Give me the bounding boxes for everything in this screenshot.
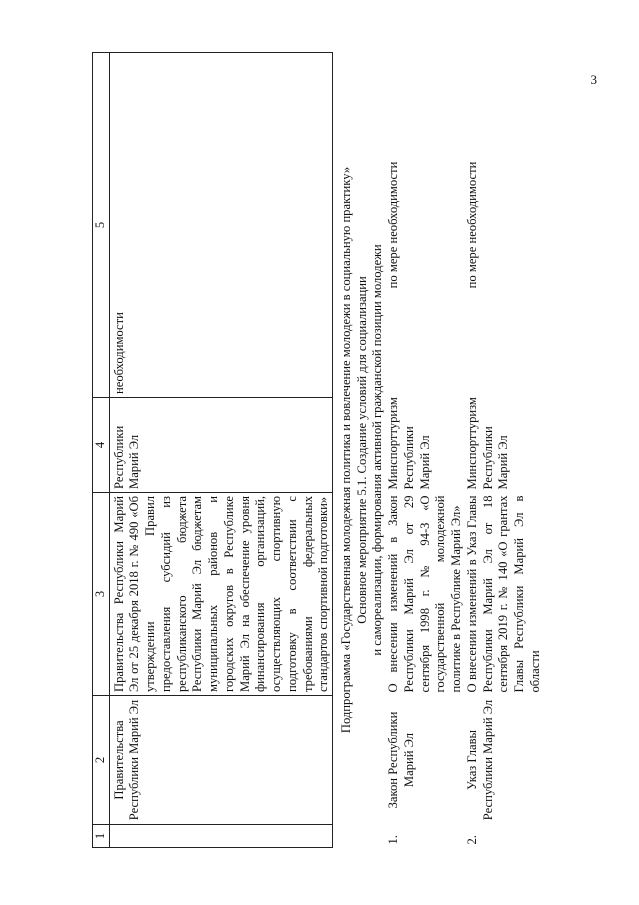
act-content: О внесении изменений в Указ Главы Республики Марий Эл от 18 сентября 2019 г. № 140 «О грантах Главы Республики Марий Эл в области xyxy=(464,495,542,693)
responsible-executor: Минспорттуризм Республики Марий Эл xyxy=(386,397,432,490)
column-header-2: 2 xyxy=(93,696,110,825)
adoption-term: необходимости xyxy=(109,53,332,398)
act-type: Указ Главы Республики Марий Эл xyxy=(464,699,495,821)
event-title-line-1: Основное мероприятие 5.1. Создание условий для социализации xyxy=(354,276,369,624)
event-title-line-2: и самореализации, формирования активной гражданской позиции молодежи xyxy=(370,244,385,656)
subprogram-title: Подпрограмма «Государственная молодежная политика и вовлечение молодежи в социальную практику» xyxy=(339,166,354,734)
column-header-3: 3 xyxy=(93,493,110,696)
subprogram-heading-row xyxy=(333,53,355,848)
table-row xyxy=(465,53,544,848)
adoption-term: по мере необходимости xyxy=(464,161,479,289)
adoption-term: по мере необходимости xyxy=(386,161,401,289)
column-header-1: 1 xyxy=(93,825,110,848)
table-row xyxy=(109,53,332,848)
act-type: Закон Республики Марий Эл xyxy=(386,711,416,809)
column-header-5: 5 xyxy=(93,53,110,398)
page-number: 3 xyxy=(590,72,597,87)
act-type: Правительства Республики Марий Эл xyxy=(109,696,332,825)
act-content: О внесении изменений в Закон Республики Марий Эл от 29 сентября 1998 г. № 94-З «О государственной молодежной политике в Республике Марий Эл» xyxy=(386,495,464,693)
event-heading-row xyxy=(355,53,386,848)
responsible-executor: Минспорттуризм Республики Марий Эл xyxy=(464,397,511,490)
row-number xyxy=(109,825,332,848)
table-row xyxy=(386,53,465,848)
column-header-4: 4 xyxy=(93,398,110,493)
row-number: 2. xyxy=(464,835,479,845)
rotated-content xyxy=(92,58,592,848)
row-number: 1. xyxy=(386,835,401,845)
responsible-executor: Республики Марий Эл xyxy=(109,398,332,493)
legal-acts-table xyxy=(92,52,544,848)
act-content: Правительства Республики Марий Эл от 25 декабря 2018 г. № 490 «Об утверждении Правил предоставления субсидий из республиканского бюджета Республики Марий Эл бюджетам муниципальных районов и городских округов в Республике Марий Эл на обеспечение уровня финансирования организаций, осуществляющих спортивную подготовку в соответствии с требованиями федеральных стандартов спортивной подготовки» xyxy=(109,493,332,696)
table-header-row xyxy=(93,53,110,848)
